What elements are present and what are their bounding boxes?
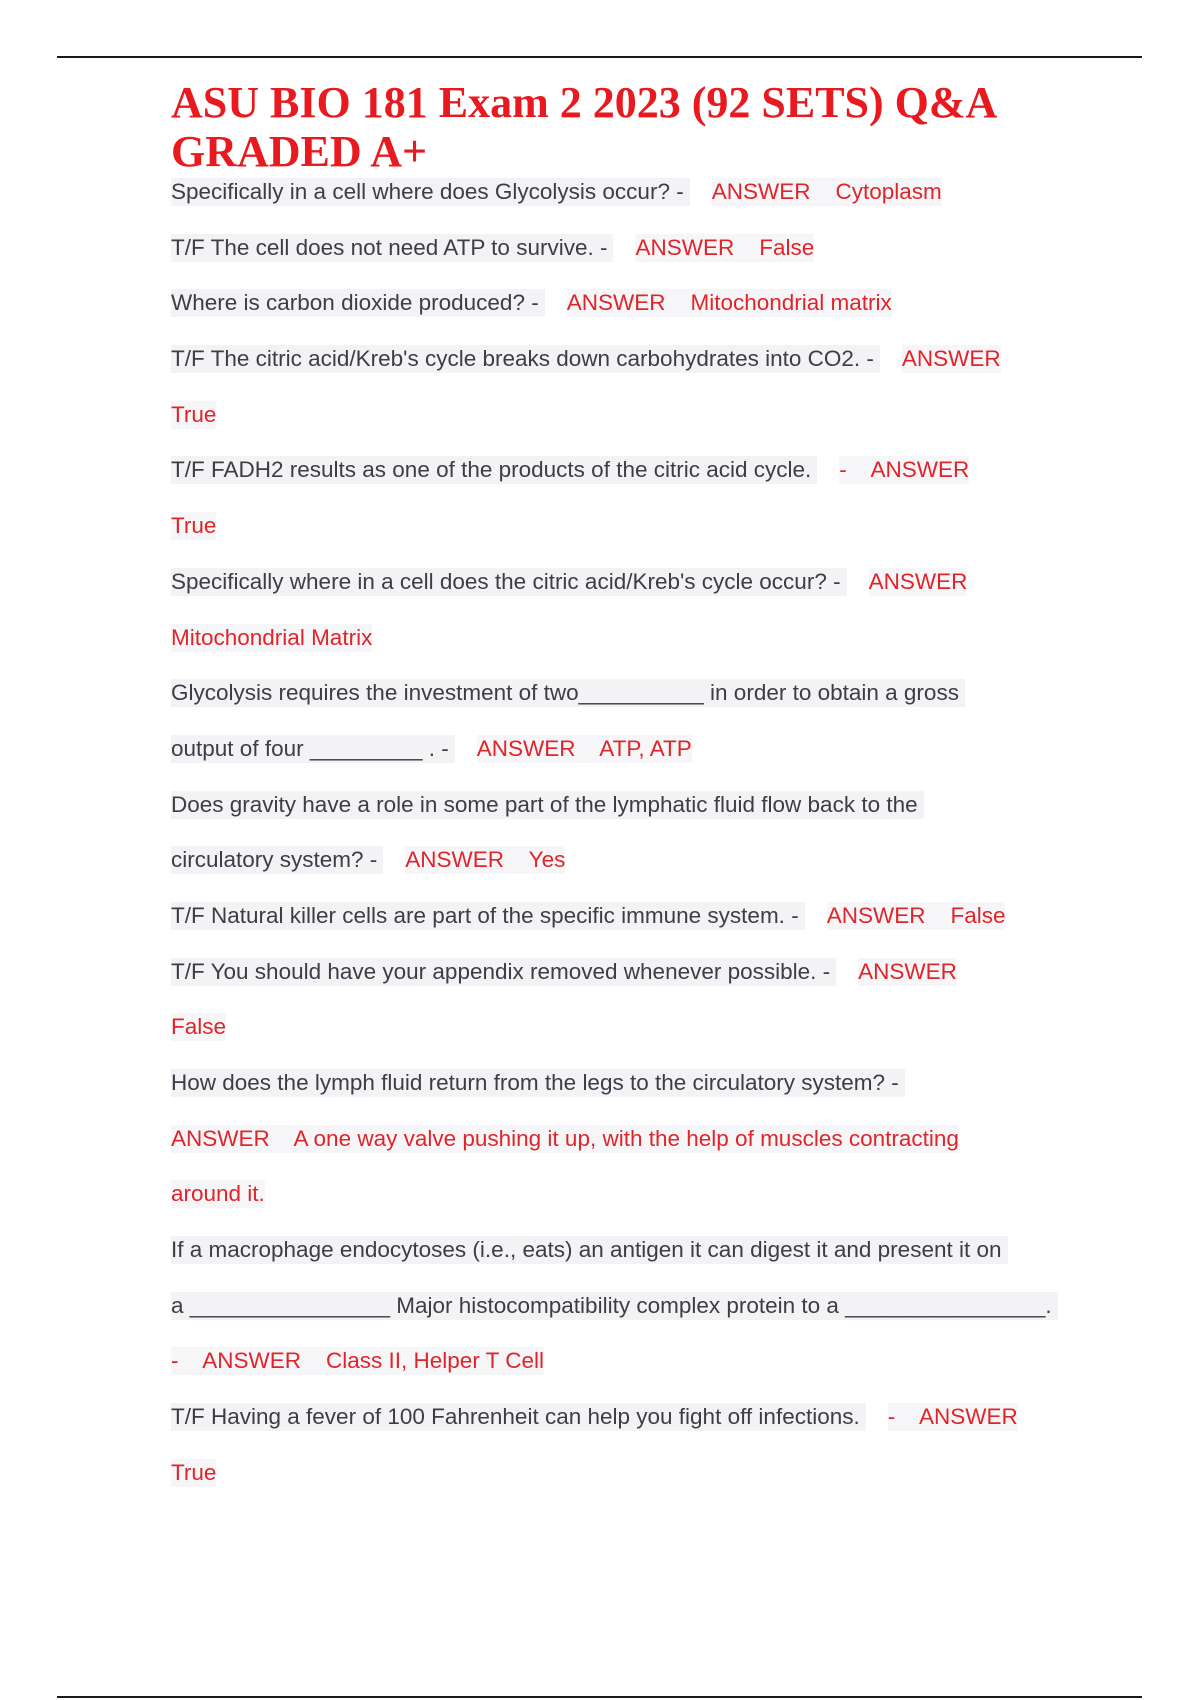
question-text: Specifically in a cell where does Glycolysis occur? - (171, 178, 690, 206)
question-text: How does the lymph fluid return from the legs to the circulatory system? - (171, 1069, 905, 1097)
question-text: Specifically where in a cell does the citric acid/Kreb's cycle occur? - (171, 568, 847, 596)
document-title: ASU BIO 181 Exam 2 2023 (92 SETS) Q&A GRADED A+ (171, 78, 995, 176)
qa-line (171, 735, 1071, 791)
question-text: T/F Natural killer cells are part of the specific immune system. - (171, 902, 805, 930)
qa-line (171, 902, 1071, 958)
answer-text: - ANSWER (887, 1404, 1018, 1430)
qa-line (171, 512, 1071, 568)
answer-text: ANSWER (868, 568, 968, 594)
answer-text: ANSWER False (635, 234, 815, 260)
qa-line (171, 289, 1071, 345)
qa-line (171, 178, 1071, 234)
qa-line (171, 791, 1071, 847)
qa-line (171, 1180, 1071, 1236)
answer-text: ANSWER ATP, ATP (476, 735, 692, 761)
question-text: T/F The cell does not need ATP to survive. - (171, 234, 613, 262)
answer-text: - ANSWER (839, 457, 970, 483)
answer-text: True (171, 1459, 217, 1485)
answer-text: Mitochondrial Matrix (171, 624, 373, 650)
qa-line (171, 1069, 1071, 1125)
question-text: circulatory system? - (171, 846, 383, 874)
qa-line (171, 1403, 1071, 1459)
question-text: Does gravity have a role in some part of the lymphatic fluid flow back to the (171, 791, 924, 819)
qa-line (171, 1347, 1071, 1403)
question-text: a ________________ Major histocompatibility complex protein to a ________________. (171, 1292, 1058, 1320)
answer-text: ANSWER A one way valve pushing it up, with the help of muscles contracting (171, 1125, 959, 1151)
qa-line (171, 1125, 1071, 1181)
answer-text: True (171, 401, 217, 427)
document-body (171, 78, 1071, 1515)
qa-line (171, 401, 1071, 457)
question-text: T/F FADH2 results as one of the products of the citric acid cycle. (171, 456, 817, 484)
question-text: Where is carbon dioxide produced? - (171, 289, 545, 317)
answer-text: False (171, 1014, 227, 1040)
question-text: T/F The citric acid/Kreb's cycle breaks down carbohydrates into CO2. - (171, 345, 880, 373)
qa-line (171, 1459, 1071, 1515)
answer-text: ANSWER (858, 958, 957, 984)
answer-text: around it. (171, 1181, 265, 1207)
qa-list (171, 178, 1071, 1515)
qa-line (171, 234, 1071, 290)
qa-line (171, 1292, 1071, 1348)
answer-text: ANSWER Yes (405, 847, 566, 873)
qa-line (171, 568, 1071, 624)
qa-line (171, 958, 1071, 1014)
qa-line (171, 456, 1071, 512)
bottom-rule (57, 1696, 1142, 1698)
question-text: Glycolysis requires the investment of two__________ in order to obtain a gross (171, 679, 965, 707)
question-text: If a macrophage endocytoses (i.e., eats) an antigen it can digest it and present it on (171, 1236, 1008, 1264)
answer-text: ANSWER Cytoplasm (711, 179, 942, 204)
qa-line (171, 1236, 1071, 1292)
qa-line (171, 1013, 1071, 1069)
question-text: T/F Having a fever of 100 Fahrenheit can help you fight off infections. (171, 1403, 866, 1431)
answer-text: ANSWER Mitochondrial matrix (566, 290, 892, 316)
top-rule (57, 56, 1142, 58)
question-text: T/F You should have your appendix removed whenever possible. - (171, 958, 836, 986)
qa-line (171, 846, 1071, 902)
qa-line (171, 679, 1071, 735)
qa-line (171, 345, 1071, 401)
answer-text: True (171, 513, 217, 539)
question-text: output of four _________ . - (171, 735, 455, 763)
answer-text: - ANSWER Class II, Helper T Cell (171, 1348, 545, 1374)
answer-text: ANSWER False (826, 902, 1006, 928)
answer-text: ANSWER (901, 346, 1001, 372)
qa-line (171, 624, 1071, 680)
